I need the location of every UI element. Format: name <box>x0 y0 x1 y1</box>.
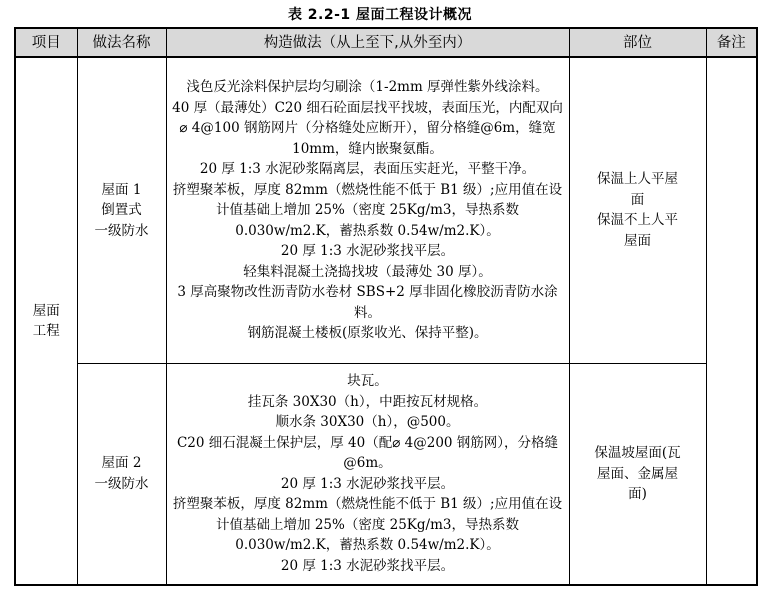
layer-text: 钢筋混凝土楼板(原浆收光、保持平整)。 <box>247 325 488 341</box>
layer-text: 3 厚高聚物改性沥青防水卷材 SBS+2 厚非固化橡胶沥青防水涂料。 <box>177 284 558 321</box>
layer-text: 20 厚 1:3 水泥砂浆找平层。 <box>280 243 455 259</box>
layer-text: 挂瓦条 30X30（h），中距按瓦材规格。 <box>247 393 488 410</box>
location-cell: 保温上人平屋 面 保温不上人平 屋面 <box>569 57 706 363</box>
layer-text: 挤塑聚苯板，厚度 82mm（燃烧性能不低于 B1 级）;应用值在设计值基础上增加 25%（密度 25Kg/m3，导热系数 0.030w/m2.K，蓄热系数 0.54w/m2.K）。 <box>172 496 563 554</box>
layer-text: 40 厚（最薄处）C20 细石砼面层找平找坡，表面压光，内配双向⌀ 4@100 钢筋网片（分格缝处应断开），留分格缝@6m，缝宽 10mm，缝内嵌聚氨酯。 <box>172 99 563 157</box>
remark-cell <box>706 57 757 585</box>
layer-text: C20 细石混凝土保护层，厚 40（配⌀ 4@200 钢筋网），分格缝@6m。 <box>176 434 559 472</box>
layer-text: 轻集料混凝土浇捣找坡（最薄处 30 厚）。 <box>243 263 492 280</box>
header-project: 项目 <box>15 28 77 57</box>
layer-text: 顺水条 30X30（h），@500。 <box>275 414 460 431</box>
roof-design-table <box>14 27 758 586</box>
table-row <box>15 363 757 585</box>
table-title: 表 2.2-1 屋面工程设计概况 <box>287 7 473 23</box>
header-row <box>15 28 757 57</box>
header-method-name: 做法名称 <box>77 28 166 57</box>
layer-text: 20 厚 1:3 水泥砂浆找平层。 <box>280 557 455 574</box>
location-cell: 保温坡屋面(瓦 屋面、金属屋 面) <box>569 363 706 585</box>
construction-cell <box>166 57 569 363</box>
layer-text: 挤塑聚苯板，厚度 82mm（燃烧性能不低于 B1 级）;应用值在设计值基础上增加 25%（密度 25Kg/m3，导热系数 0.030w/m2.K，蓄热系数 0.54w/m2.K）。 <box>172 181 563 239</box>
method-name-cell: 屋面 1 倒置式 一级防水 <box>77 57 166 363</box>
layer-text: 20 厚 1:3 水泥砂浆隔离层，表面压实赶光，平整干净。 <box>199 161 536 177</box>
table-row <box>15 57 757 363</box>
method-name-cell: 屋面 2 一级防水 <box>77 363 166 585</box>
layer-text: 20 厚 1:3 水泥砂浆找平层。 <box>280 475 455 492</box>
layer-text: 浅色反光涂料保护层均匀刷涂（1-2mm 厚弹性紫外线涂料。 <box>186 79 549 95</box>
layer-text: 块瓦。 <box>347 373 388 390</box>
construction-cell <box>166 363 569 585</box>
project-cell: 屋面 工程 <box>15 57 77 585</box>
header-remark: 备注 <box>706 28 757 57</box>
header-construction: 构造做法（从上至下,从外至内） <box>166 28 569 57</box>
header-location: 部位 <box>569 28 706 57</box>
